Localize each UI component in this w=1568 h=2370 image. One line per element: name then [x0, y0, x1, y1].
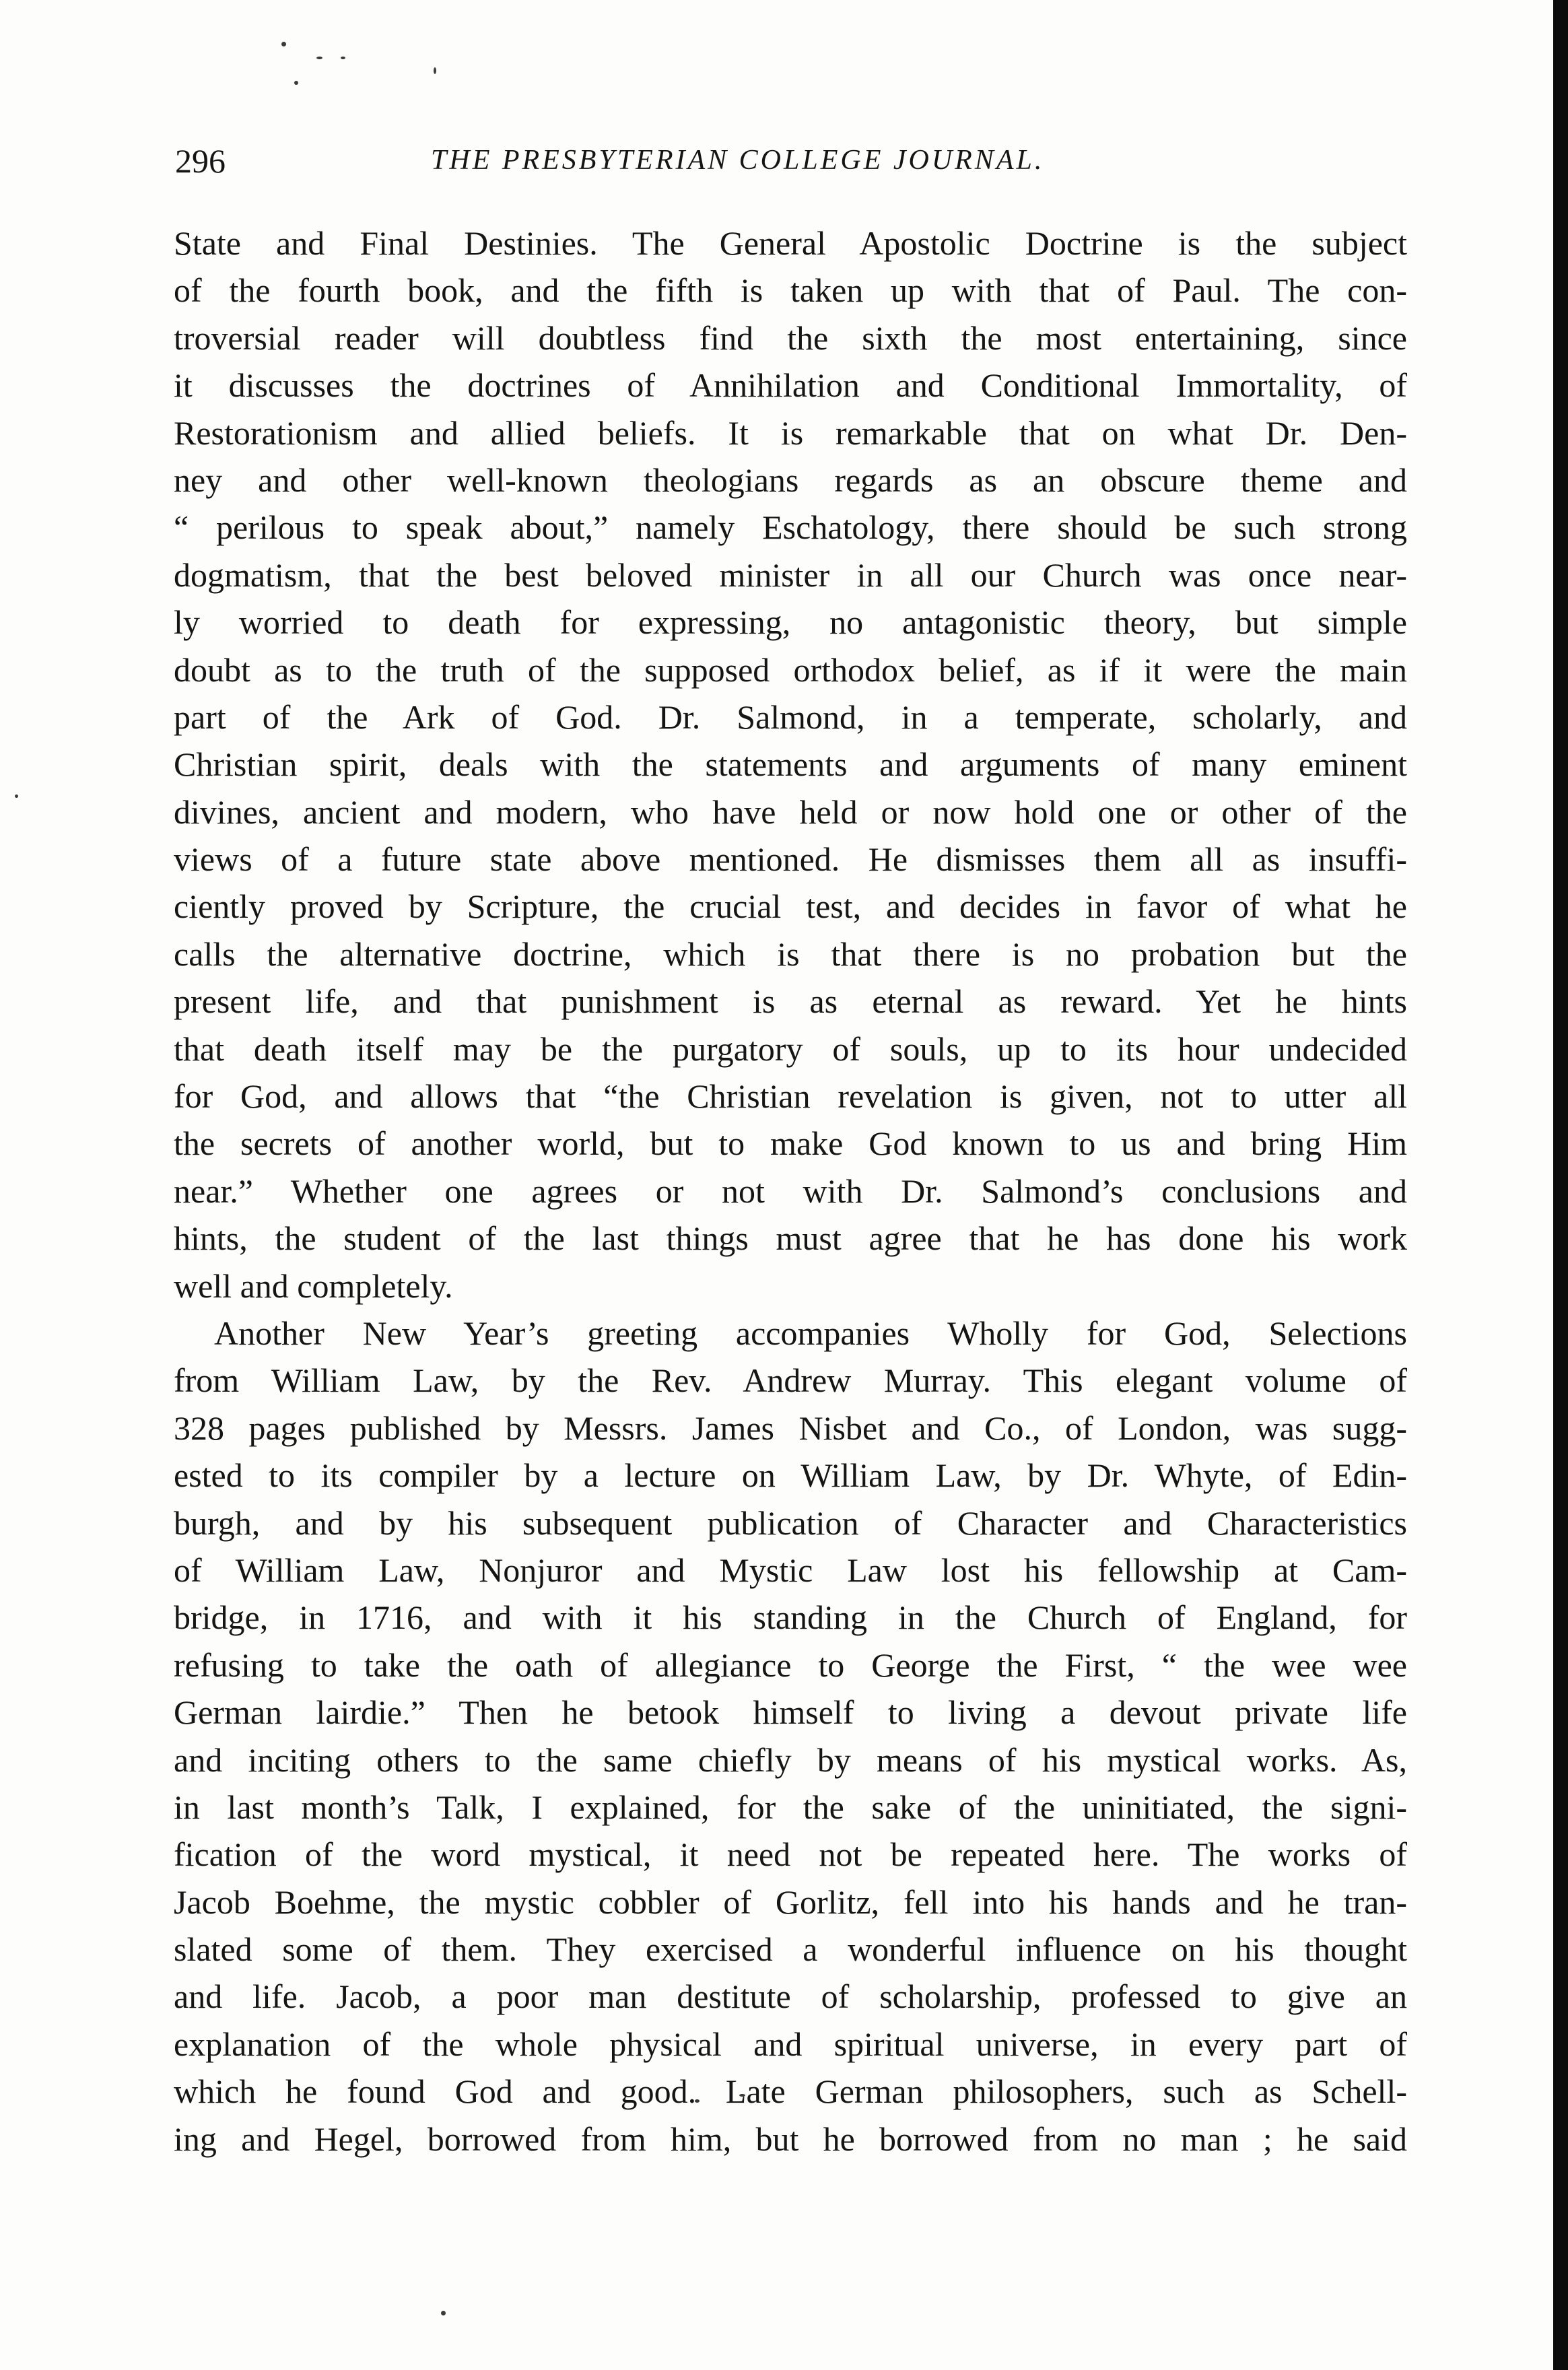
text-line: Jacob Boehme, the mystic cobbler of Gorlitz, fell into his hands and he tran- — [174, 1883, 1407, 1921]
text-line: ciently proved by Scripture, the crucial test, and decides in favor of what he — [174, 887, 1407, 926]
text-line: refusing to take the oath of allegiance to George the First, “ the wee wee — [174, 1646, 1407, 1684]
text-line: for God, and allows that “the Christian revelation is given, not to utter all — [174, 1077, 1407, 1116]
text-line: dogmatism, that the best beloved minister in all our Church was once near- — [174, 555, 1407, 594]
text-line: the secrets of another world, but to make God known to us and bring Him — [174, 1124, 1407, 1163]
body-text — [174, 219, 1407, 2163]
text-line: doubt as to the truth of the supposed orthodox belief, as if it were the main — [174, 650, 1407, 689]
text-line: ested to its compiler by a lecture on William Law, by Dr. Whyte, of Edin- — [174, 1456, 1407, 1495]
text-line: bridge, in 1716, and with it his standing in the Church of England, for — [174, 1598, 1407, 1637]
text-line: well and completely. — [174, 1266, 453, 1305]
text-line: it discusses the doctrines of Annihilation and Conditional Immortality, of — [174, 366, 1407, 405]
running-head: THE PRESBYTERIAN COLLEGE JOURNAL. — [431, 145, 1045, 176]
text-line: part of the Ark of God. Dr. Salmond, in a temperate, scholarly, and — [174, 698, 1407, 736]
text-line: fication of the word mystical, it need not be repeated here. The works of — [174, 1835, 1407, 1874]
text-line: of William Law, Nonjuror and Mystic Law lost his fellowship at Cam- — [174, 1551, 1407, 1589]
text-line: Another New Year’s greeting accompanies Wholly for God, Selections — [214, 1314, 1407, 1352]
text-line: ney and other well-known theologians regards as an obscure theme and — [174, 461, 1407, 499]
text-line: views of a future state above mentioned. He dismisses them all as insuffi- — [174, 840, 1407, 879]
text-line: State and Final Destinies. The General Apostolic Doctrine is the subject — [174, 224, 1407, 262]
text-line: near.” Whether one agrees or not with Dr. Salmond’s conclusions and — [174, 1172, 1407, 1210]
scan-speck — [294, 81, 298, 85]
page-header — [175, 135, 1407, 182]
text-line: hints, the student of the last things must agree that he has done his work — [174, 1219, 1407, 1258]
text-line: Restorationism and allied beliefs. It is remarkable that on what Dr. Den- — [174, 413, 1407, 452]
text-line: from William Law, by the Rev. Andrew Murray. This elegant volume of — [174, 1361, 1407, 1400]
text-line: that death itself may be the purgatory of souls, up to its hour undecided — [174, 1029, 1407, 1068]
text-line: explanation of the whole physical and spiritual universe, in every part of — [174, 2025, 1407, 2063]
text-line: present life, and that punishment is as eternal as reward. Yet he hints — [174, 982, 1407, 1021]
text-line: ly worried to death for expressing, no antagonistic theory, but simple — [174, 603, 1407, 642]
text-line: Christian spirit, deals with the statements and arguments of many eminent — [174, 745, 1407, 784]
text-line: calls the alternative doctrine, which is that there is no probation but the — [174, 935, 1407, 973]
scan-speck — [434, 67, 436, 74]
scan-speck — [15, 794, 18, 798]
scan-speck — [281, 42, 286, 46]
scan-speck — [316, 57, 322, 59]
text-line: burgh, and by his subsequent publication of Character and Characteristics — [174, 1503, 1407, 1542]
text-line: German lairdie.” Then he betook himself to living a devout private life — [174, 1693, 1407, 1732]
text-line: in last month’s Talk, I explained, for the sake of the uninitiated, the signi- — [174, 1788, 1407, 1826]
text-line: ing and Hegel, borrowed from him, but he borrowed from no man ; he said — [174, 2120, 1407, 2158]
text-line: and life. Jacob, a poor man destitute of scholarship, professed to give an — [174, 1977, 1407, 2016]
text-line: “ perilous to speak about,” namely Eschatology, there should be such strong — [174, 508, 1407, 547]
page-number: 296 — [175, 142, 226, 180]
text-line: divines, ancient and modern, who have held or now hold one or other of the — [174, 792, 1407, 831]
text-line: of the fourth book, and the fifth is taken up with that of Paul. The con- — [174, 271, 1407, 310]
scan-edge — [1553, 0, 1568, 2370]
text-line: which he found God and good. Late German philosophers, such as Schell- — [174, 2072, 1407, 2111]
scan-speck — [441, 2311, 446, 2315]
text-line: and inciting others to the same chiefly by means of his mystical works. As, — [174, 1740, 1407, 1779]
text-line: troversial reader will doubtless find the sixth the most entertaining, since — [174, 318, 1407, 357]
scan-speck — [341, 57, 345, 59]
text-line: slated some of them. They exercised a wonderful influence on his thought — [174, 1930, 1407, 1969]
text-line: 328 pages published by Messrs. James Nisbet and Co., of London, was sugg- — [174, 1409, 1407, 1447]
